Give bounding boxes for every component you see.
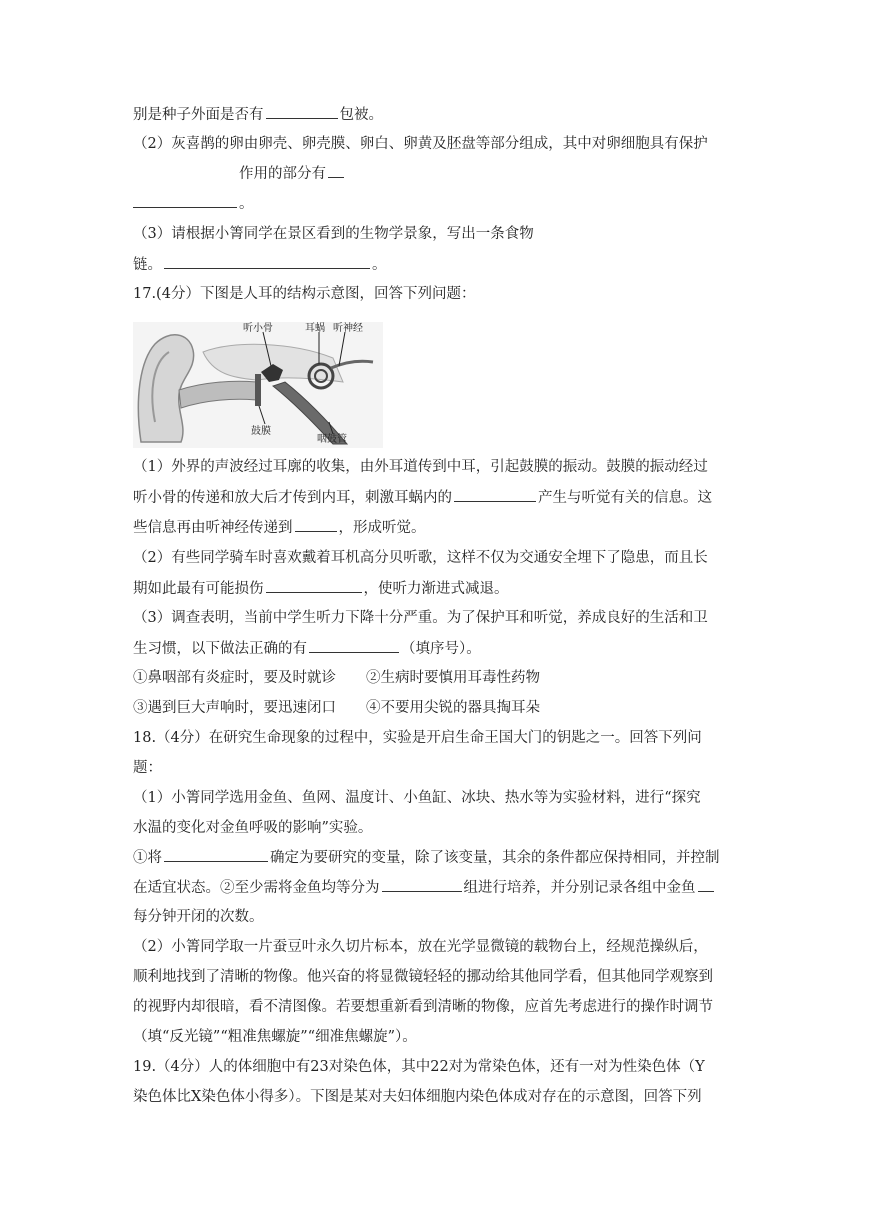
- option-line: ③遇到巨大声响时，要迅速闭口 ④不要用尖锐的器具掏耳朵: [133, 700, 540, 716]
- text-line: （3）调查表明，当前中学生听力下降十分严重。为了保护耳和听觉，养成良好的生活和卫: [133, 610, 708, 626]
- text-line: 听小骨的传递和放大后才传到内耳，刺激耳蜗内的 产生与听觉有关的信息。这: [133, 487, 712, 508]
- answer-blank: [295, 517, 337, 532]
- label-eardrum: 鼓膜: [251, 426, 271, 437]
- text-line: 别是种子外面是否有 包被。: [133, 104, 383, 125]
- label-cochlea: 耳蜗: [305, 323, 325, 334]
- answer-blank: [164, 847, 268, 862]
- question-17-title: 17.(4分）下图是人耳的结构示意图，回答下列问题：: [133, 286, 476, 302]
- text-line: 生习惯，以下做法正确的有 （填序号）。: [133, 638, 481, 659]
- text-line: 作用的部分有: [239, 163, 346, 184]
- text-line: （1）小箐同学选用金鱼、鱼网、温度计、小鱼缸、冰块、热水等为实验材料，进行“探究: [133, 790, 701, 806]
- text-line: 期如此最有可能损伤 ，使听力渐进式减退。: [133, 578, 509, 599]
- text-line: （1）外界的声波经过耳廓的收集，由外耳道传到中耳，引起鼓膜的振动。鼓膜的振动经过: [133, 459, 708, 475]
- answer-blank: [164, 254, 370, 269]
- answer-blank: [266, 104, 338, 119]
- question-18-title: 18.（4分）在研究生命现象的过程中，实验是开启生命王国大门的钥匙之一。回答下列问: [133, 730, 702, 746]
- text-line: ①将 确定为要研究的变量，除了该变量，其余的条件都应保持相同，并控制: [133, 847, 720, 868]
- option-line: ①鼻咽部有炎症时，要及时就诊 ②生病时要慎用耳毒性药物: [133, 670, 540, 686]
- answer-blank: [133, 193, 237, 208]
- text-line: 顺利地找到了清晰的物像。他兴奋的将显微镜轻轻的挪动给其他同学看，但其他同学观察到: [133, 969, 713, 985]
- text-line: 每分钟开闭的次数。: [133, 909, 264, 925]
- text-line: 水温的变化对金鱼呼吸的影响”实验。: [133, 820, 373, 836]
- text-line: （填“反光镜”“粗准焦螺旋”“细准焦螺旋”）。: [133, 1029, 417, 1045]
- answer-blank: [328, 163, 344, 178]
- label-auditory-nerve: 听神经: [333, 323, 363, 334]
- text-line: 的视野内却很暗，看不清图像。若要想重新看到清晰的物像，应首先考虑进行的操作时调节: [133, 999, 713, 1015]
- text-line: （2）灰喜鹊的卵由卵壳、卵壳膜、卵白、卵黄及胚盘等部分组成，其中对卵细胞具有保护: [133, 136, 708, 152]
- text-line: （2）小箐同学取一片蚕豆叶永久切片标本，放在光学显微镜的载物台上，经规范操纵后，: [133, 939, 708, 955]
- ear-structure-figure: [133, 322, 383, 448]
- answer-blank: [382, 877, 462, 892]
- answer-blank: [266, 578, 362, 593]
- answer-blank: [698, 877, 714, 892]
- label-eustachian-tube: 咽鼓管: [317, 434, 347, 445]
- text-line: 。: [133, 193, 254, 214]
- text-line: （2）有些同学骑车时喜欢戴着耳机高分贝听歌，这样不仅为交通安全埋下了隐患，而且长: [133, 550, 708, 566]
- text-line: （3）请根据小箐同学在景区看到的生物学景象，写出一条食物: [133, 226, 534, 242]
- answer-blank: [454, 487, 536, 502]
- text-line: 题：: [133, 760, 162, 776]
- label-ossicles: 听小骨: [243, 323, 273, 334]
- text-line: 在适宜状态。②至少需将金鱼均等分为 组进行培养，并分别记录各组中金鱼: [133, 877, 716, 898]
- answer-blank: [309, 638, 399, 653]
- question-19-title: 19.（4分）人的体细胞中有23对染色体，其中22对为常染色体，还有一对为性染色体（Y: [133, 1059, 705, 1075]
- text-line: 链。 。: [133, 254, 387, 275]
- text-line: 染色体比X染色体小得多）。下图是某对夫妇体细胞内染色体成对存在的示意图，回答下列: [133, 1089, 702, 1105]
- text-line: 些信息再由听神经传递到 ，形成听觉。: [133, 517, 426, 538]
